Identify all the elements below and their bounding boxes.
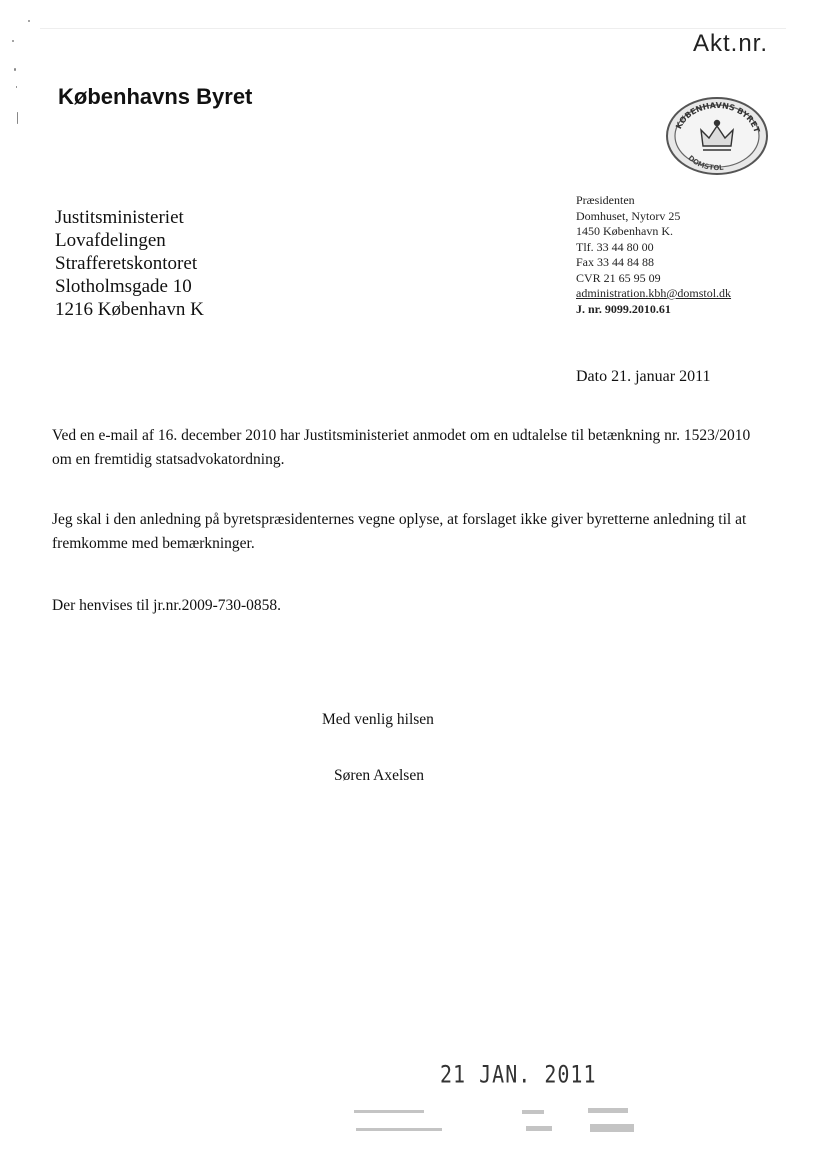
sender-address-line: 1450 København K. [576,224,673,238]
received-date-stamp: 21 JAN. 2011 [440,1059,597,1089]
court-name: Københavns Byret [58,84,253,109]
body-paragraph-2: Jeg skal i den anledning på byretspræsidenternes vegne oplyse, at forslaget ikke giver byretterne anledning til at fremkomme med bemærkninger. [52,511,747,552]
scan-specks [0,0,40,150]
signature-name: Søren Axelsen [334,767,424,784]
sender-phone: Tlf. 33 44 80 00 [576,239,654,254]
sender-fax: Fax 33 44 84 88 [576,255,654,269]
sender-journal-number: J. nr. 9099.2010.61 [576,301,671,316]
recipient-line: Strafferetskontoret [55,253,198,274]
svg-text:DOMSTOL: DOMSTOL [686,153,724,173]
recipient-line: Slotholmsgade 10 [55,276,192,297]
faded-stamp-marks [352,1104,642,1144]
body-paragraph-3: Der henvises til jr.nr.2009-730-0858. [52,597,282,614]
sender-address-line: Domhuset, Nytorv 25 [576,208,681,223]
sender-title: Præsidenten [576,193,635,207]
recipient-line: Lovafdelingen [55,230,166,251]
page-top-rule [40,28,786,29]
recipient-line: 1216 København K [55,299,204,320]
closing-greeting: Med venlig hilsen [322,711,434,728]
sender-block [576,193,731,317]
sender-cvr: CVR 21 65 95 09 [576,270,661,285]
body-paragraph-1: Ved en e-mail af 16. december 2010 har Justitsministeriet anmodet om en udtalelse til betænkning nr. 1523/2010 om en fremtidig statsadvokatordning. [52,427,751,468]
akt-nr-label: Akt.nr. [692,30,768,57]
recipient-address [55,206,204,321]
court-seal-icon [665,96,769,176]
letter-date: Dato 21. januar 2011 [576,368,711,385]
svg-text:KØBENHAVNS BYRET: KØBENHAVNS BYRET [674,100,762,134]
recipient-line: Justitsministeriet [55,207,184,228]
sender-email-link[interactable]: administration.kbh@domstol.dk [576,286,732,300]
